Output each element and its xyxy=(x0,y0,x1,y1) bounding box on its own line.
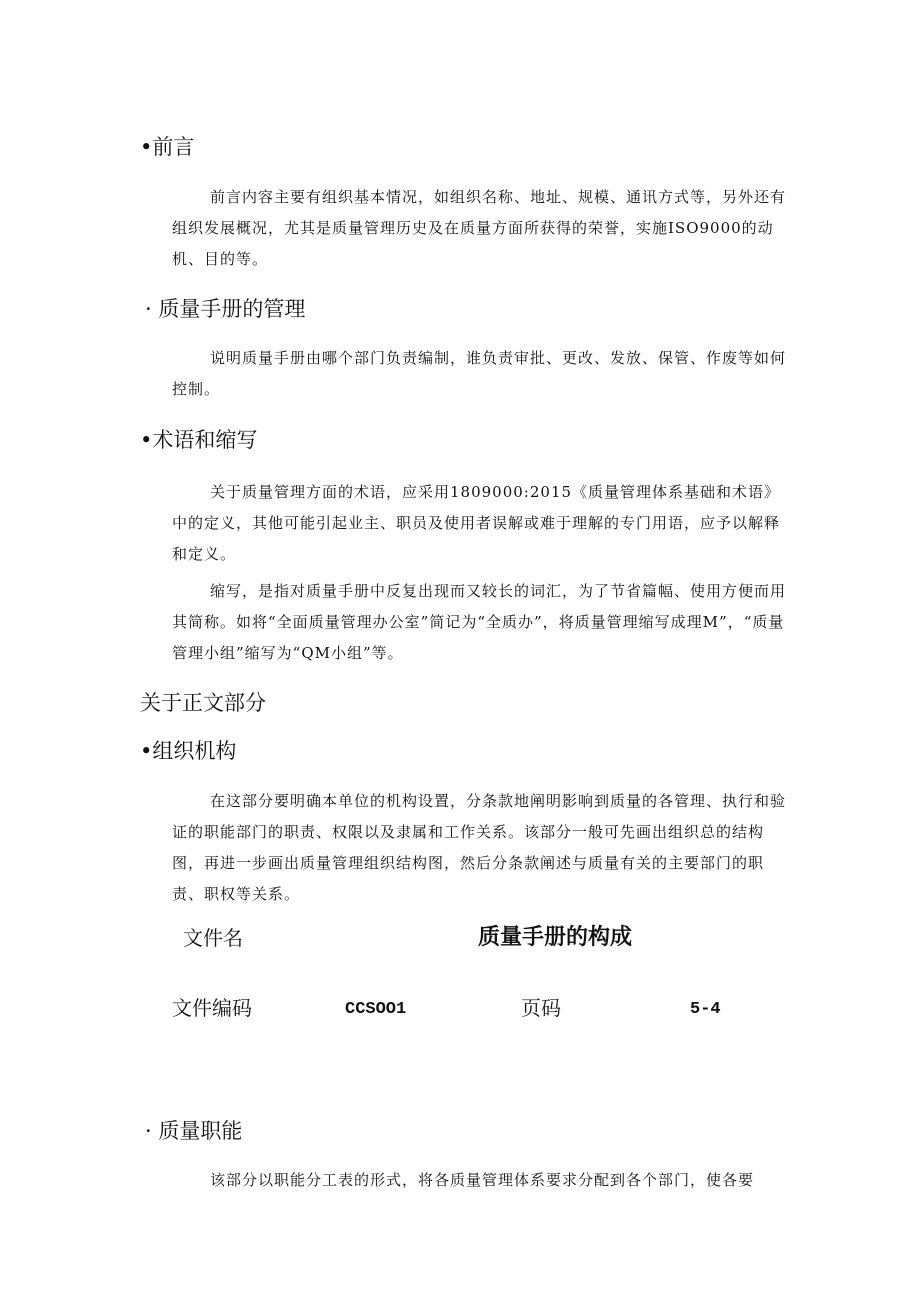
file-code-label: 文件编码 xyxy=(172,996,252,1020)
paragraph-terms-2: 缩写，是指对质量手册中反复出现而又较长的词汇，为了节省篇幅、使用方便而用其简称。如将“全面质量管理办公室”简记为“全质办”，将质量管理缩写成理M”，“质量管理小组”缩写为“QM小组”等。 xyxy=(172,582,787,662)
paragraph-terms-1: 关于质量管理方面的术语，应采用1809000:2015《质量管理体系基础和术语》中的定义，其他可能引起业主、职员及使用者误解或难于理解的专门用语，应予以解释和定义。 xyxy=(172,483,781,563)
document-title: 质量手册的构成 xyxy=(478,925,633,950)
paragraph-organization: 在这部分要明确本单位的机构设置，分条款地阐明影响到质量的各管理、执行和验证的职能部门的职责、权限以及隶属和工作关系。该部分一般可先画出组织总的结构图，再进一步画出质量管理组织结构图，然后分条款阐述与质量有关的主要部门的职责、职权等关系。 xyxy=(172,792,787,903)
paragraph-manual-management: 说明质量手册由哪个部门负责编制，谁负责审批、更改、发放、保管、作废等如何控制。 xyxy=(172,349,787,398)
heading-preface: •前言 xyxy=(140,135,195,159)
heading-manual-management: · 质量手册的管理 xyxy=(145,297,306,321)
page-value: 5-4 xyxy=(690,1000,721,1019)
paragraph-preface: 前言内容主要有组织基本情况，如组织名称、地址、规模、通讯方式等，另外还有组织发展概况，尤其是质量管理历史及在质量方面所获得的荣誉，实施ISO9000的动机、目的等。 xyxy=(172,188,787,268)
heading-organization: •组织机构 xyxy=(140,739,237,763)
paragraph-quality-functions: 该部分以职能分工表的形式，将各质量管理体系要求分配到各个部门，使各要 xyxy=(210,1171,755,1189)
file-name-label: 文件名 xyxy=(183,926,243,950)
page-label: 页码 xyxy=(521,996,561,1020)
file-code-value: CCSOO1 xyxy=(345,1000,407,1019)
heading-terms: •术语和缩写 xyxy=(140,428,258,452)
heading-quality-functions: · 质量职能 xyxy=(145,1119,243,1143)
heading-main-body: 关于正文部分 xyxy=(140,691,266,715)
